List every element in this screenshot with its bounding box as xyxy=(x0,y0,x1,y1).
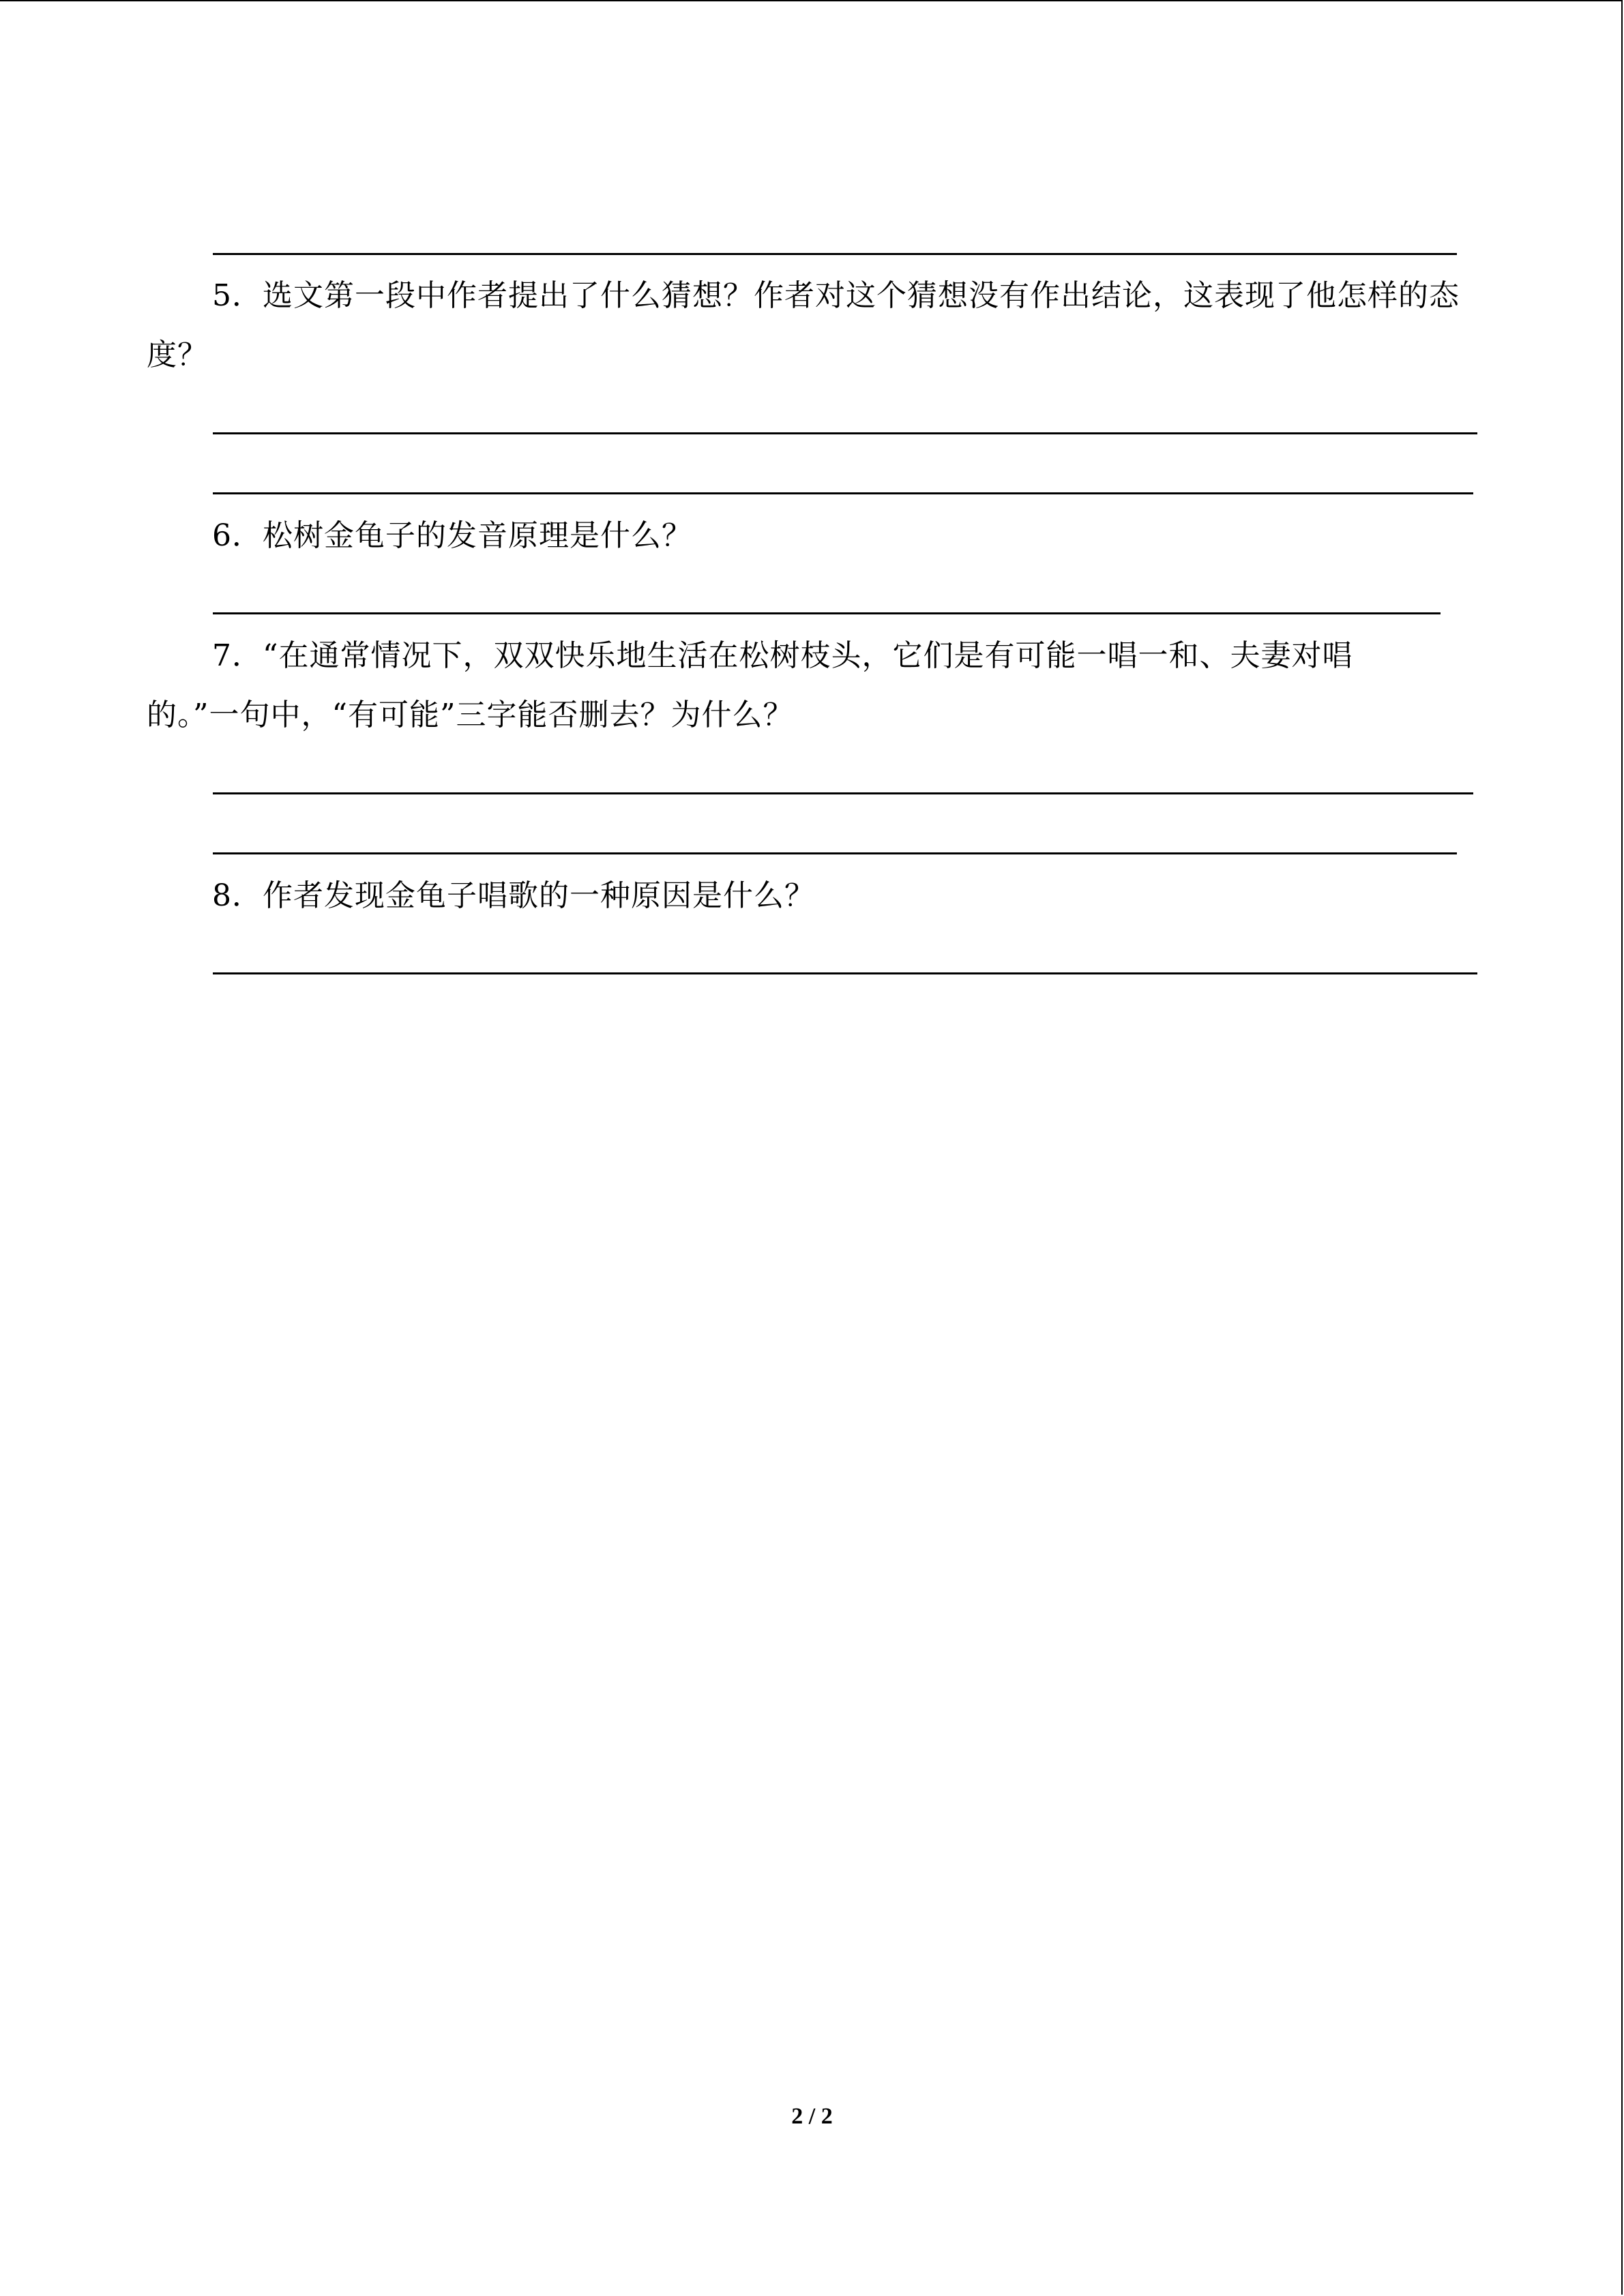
answer-line xyxy=(213,432,1477,434)
answer-line xyxy=(213,612,1441,614)
question-5-text: 5．选文第一段中作者提出了什么猜想？作者对这个猜想没有作出结论，这表现了他怎样的态度？ xyxy=(147,278,1460,372)
answer-line xyxy=(213,852,1457,854)
question-6-text: 6．松树金龟子的发音原理是什么？ xyxy=(212,518,692,553)
answer-line xyxy=(213,253,1457,255)
answer-line xyxy=(213,792,1473,794)
question-7-text: 7．“在通常情况下，双双快乐地生活在松树枝头，它们是有可能一唱一和、夫妻对唱的。”一句中，“有可能”三字能否删去？为什么？ xyxy=(147,638,1353,732)
answer-line xyxy=(213,972,1477,974)
page-number: 2 / 2 xyxy=(791,2104,833,2129)
question-8-text: 8．作者发现金龟子唱歌的一种原因是什么？ xyxy=(212,878,815,913)
answer-line xyxy=(213,492,1473,494)
